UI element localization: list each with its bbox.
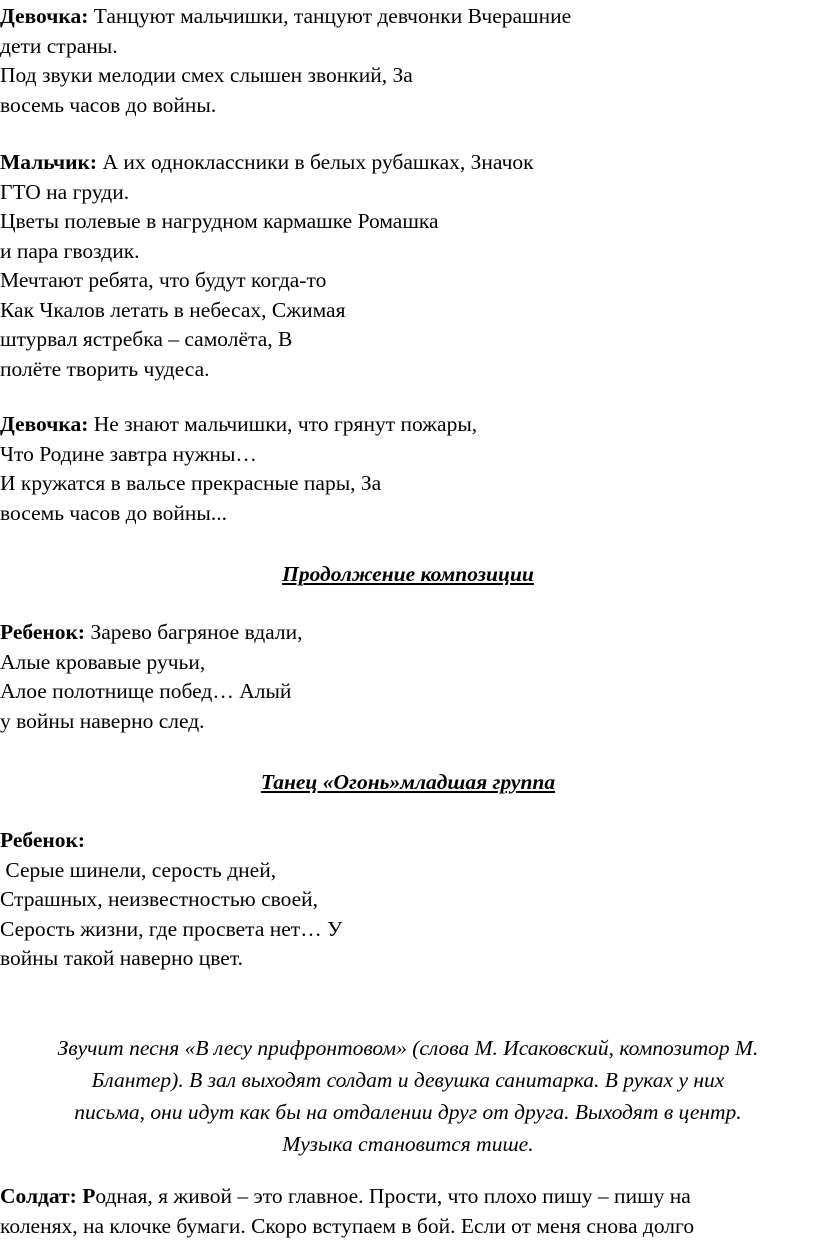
speaker-label: Ребенок: bbox=[0, 620, 86, 644]
verse-line: Цветы полевые в нагрудном кармашке Ромашка bbox=[0, 209, 439, 233]
stage-direction-line: Блантер). В зал выходят солдат и девушка санитарка. В руках у них bbox=[91, 1068, 725, 1092]
verse-line: Алые кровавые ручьи, bbox=[0, 649, 206, 674]
verse-line: Мечтают ребята, что будут когда-то bbox=[0, 268, 327, 292]
stanza-first-line bbox=[0, 2, 816, 32]
verse-text: А их одноклассники в белых рубашках, Значок bbox=[97, 150, 534, 174]
verse-line: Серость жизни, где просвета нет… У bbox=[0, 916, 343, 941]
stanza-first-line bbox=[0, 618, 816, 648]
prose-text: одная, я живой – это главное. Прости, что плохо пишу – пишу на bbox=[95, 1184, 691, 1208]
stanza-child-2 bbox=[0, 826, 816, 974]
verse-text: Зарево багряное вдали, bbox=[85, 620, 303, 644]
speaker-label: Ребенок: bbox=[0, 828, 86, 852]
stage-direction bbox=[0, 1032, 816, 1160]
section-heading-dance: Танец «Огонь»младшая группа bbox=[260, 770, 556, 794]
verse-line: Алое полотнище побед… Алый bbox=[0, 679, 292, 703]
verse-line: у войны наверно след. bbox=[0, 708, 205, 733]
verse-line: штурвал ястребка – самолёта, В bbox=[0, 327, 293, 351]
verse-line: восемь часов до войны. bbox=[0, 92, 217, 117]
verse-line: И кружатся в вальсе прекрасные пары, За bbox=[0, 471, 382, 495]
stanza-boy bbox=[0, 148, 816, 384]
verse-line: ГТО на груди. bbox=[0, 179, 130, 204]
verse-line: Как Чкалов летать в небесах, Сжимая bbox=[0, 297, 346, 322]
verse-line: Серые шинели, серость дней, bbox=[0, 857, 277, 882]
stanza-soldier bbox=[0, 1182, 816, 1241]
verse-line: Что Родине завтра нужны… bbox=[0, 441, 257, 466]
stanza-child-1 bbox=[0, 618, 816, 736]
verse-line: полёте творить чудеса. bbox=[0, 356, 210, 381]
speaker-label: Мальчик: bbox=[0, 150, 98, 174]
verse-line: войны такой наверно цвет. bbox=[0, 946, 243, 970]
speaker-label: Девочка: bbox=[0, 4, 89, 28]
verse-line: и пара гвоздик. bbox=[0, 238, 140, 263]
stage-direction-line: Звучит песня «В лесу прифронтовом» (слова М. Исаковский, композитор М. bbox=[57, 1036, 759, 1060]
stanza-first-line bbox=[0, 410, 816, 440]
stage-direction-line: письма, они идут как бы на отдалении друг от друга. Выходят в центр. bbox=[74, 1100, 742, 1124]
prose-line: коленях, на клочке бумаги. Скоро вступаем в бой. Если от меня снова долго bbox=[0, 1213, 695, 1238]
verse-line: дети страны. bbox=[0, 33, 118, 58]
section-heading-continuation: Продолжение композиции bbox=[282, 562, 534, 586]
verse-line: восемь часов до войны... bbox=[0, 500, 227, 525]
verse-line: Под звуки мелодии смех слышен звонкий, За bbox=[0, 63, 413, 87]
speaker-label: Солдат: Р bbox=[0, 1184, 96, 1208]
verse-line: Страшных, неизвестностью своей, bbox=[0, 887, 319, 911]
stanza-first-line bbox=[0, 1182, 816, 1212]
stanza-first-line bbox=[0, 148, 816, 178]
stanza-girl-2 bbox=[0, 410, 816, 528]
verse-text: Танцуют мальчишки, танцуют девчонки Вчерашние bbox=[88, 4, 572, 28]
stage-direction-line: Музыка становится тише. bbox=[282, 1132, 534, 1156]
verse-text: Не знают мальчишки, что грянут пожары, bbox=[88, 412, 478, 436]
speaker-label: Девочка: bbox=[0, 412, 89, 436]
stanza-girl-1 bbox=[0, 2, 816, 120]
